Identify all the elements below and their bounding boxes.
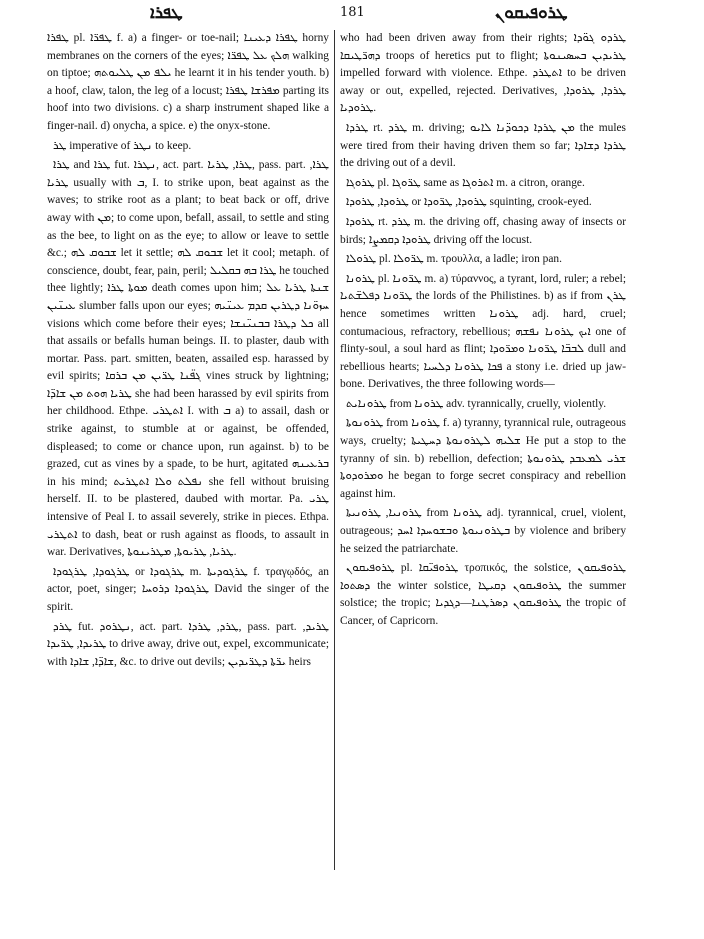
entry: ܛܪܘܢܐ pl. ܛܪ̈ܘܢܐ m. a) τύραννος, a tyrant, lord, ruler; a rebel; ܛܪ̈ܘܢܐ ܕܦܠܫ̈ܬܝܐ the lords of the Philistines. b) as if from ܛܪܢ hence sometimes written ܛܪܘܢܐ adj. hard, cruel; contumacious, refractory, rebellious; ܐܝܟ ܛܪܘܢܐ ܢܦܫܗ one of flinty-soul, a soul hard as flint; ܠܒܒ̈ܐ ܛܪ̈ܘܢܐ ܘܡܪ̈ܘܕܐ dull and rebellious hearts; ܦܟܐ ܛܪܘܢܐ ܕܠܚܝܐ a stony i.e. dried up jaw-bone. Derivatives, the three following words— (340, 272, 627, 391)
entry: ܛܦܪܐ pl. ܛܦܪ̈ܐ f. a) a finger- or toe-nail; ܛܦܪܐ ܕܥܝܢܐ horny membranes on the corners of the eyes; ܗܠܟ ܥܠ ܛܦܪ̈ܐ walking on tiptoe; ܝܠܦ ܡܢ ܛܠܝܘܬܗ he learnt it in his tender youth. b) a hoof, claw, talon, the leg of a locust; ܡܦܪܫܐ ܛܦܪܐ parting its hoof into two divisions. c) a sharp instrument shaped like a finger-nail. d) onycha, a spice. e) the onyx-stone. (47, 32, 330, 132)
entry: ܛܪܕܐ rt. ܛܪܕ m. driving; ܡܢ ܛܪܕܐ ܕܟܘܕ̈ܢܐ ܠܐܝܘ the mules were tired from their having driven them so far; ܛܪܕܐ ܕܫܐܕܐ the driving out of a devil. (340, 121, 626, 170)
entry: ܛܪܘܦܝܩܘܢ pl. ܛܪܘܦܝ̈ܩܐ τροπικός, the solstice, ܛܪܘܦܝܩܘܢ ܕܣܬܘܐ the winter solstice, ܛܪܘܦܝܩܘܢ ܕܩܝܛܐ the summer solstice; the tropic; ܛܪܘܦܝܩܘܢ ܕܣܪܛܢܐ—ܕܓܕܝܐ the tropic of Cancer, of Capricorn. (340, 562, 627, 627)
entry: ܛܪܘܢܝܐ, ܛܪܘܢܝܬܐ from ܛܪܘܢܐ adj. tyrannical, cruel, violent, outrageous; ܒܛܪܘܢܝܘܬܐ ܘܒܫܘܚܕܐ ܐܚܕ by violence and bribery he seized the patriarchate. (340, 507, 627, 555)
entry: ܛܪ imperative of ܢܛܪ to keep. (53, 139, 192, 152)
entry: ܛܪܓܘܕܐ, ܛܪܓܘܕܐ or ܛܪܓܘܕܐ m. ܛܪܓܘܕܝܬܐ f. τραγῳδός, an actor, poet, singer; ܛܪܓܘܕܐ ܕܪܘܚܐ David the singer of the spirit. (47, 565, 329, 613)
entry: ܛܪܘܢܘܬܐ from ܛܪܘܢܐ f. a) tyranny, tyrannical rule, outrageous ways, cruelty; ܫܠܝܗ ܠܛܪܘܢܘܬܐ ܕܚܛܝܬܐ He put a stop to the tyranny of sin. b) rebellion, defection; ܫܪܝ ܠܡܥܒܕ ܛܪܘܢܘܬܐ ܘܡܪܘܕܘܬܐ he began to forge secret conspiracy and rebellion against him. (340, 417, 626, 500)
running-head-left: ܛܦܪܐ (150, 3, 183, 23)
column-divider (334, 30, 335, 870)
right-column (340, 30, 626, 633)
left-column (47, 30, 329, 673)
entry: ܛܪܘܢܐܝܬ from ܛܪܘܢܐ adv. tyrannically, cruelly, violently. (346, 397, 607, 410)
entry: ܛܪܘܓܐ pl. ܛܪ̈ܘܓܐ same as ܐܬܪܘܓܐ m. a citron, orange. (346, 176, 585, 189)
page-number: 181 (340, 5, 365, 20)
entry: ܛܪܕ fut. ܢܛܪܘܕ, act. part. ܛܪܕ, ܛܪܕܐ, pass. part. ܛܪܝܕ, ܛܪܝܕܐ, ܛܪ̈ܝܕܐ to drive away, drive out, expel, excommunicate; with ܫܐܕ̈ܐ, ܫܐܕܐ, &c. to drive out devils; ܝܪ̈ܬܐ ܕܛܪ̈ܝܕܝܢ heirs (47, 620, 329, 668)
entry: ܛܪܘܠܐ pl. ܛܪ̈ܘܠܐ m. τρουλλα, a ladle; iron pan. (346, 253, 562, 266)
entry: ܛܪܘܕܐ, ܛܪܘܕܐ or ܛܪܘܕܐ, ܛܪ̈ܘܕܐ squinting, crook-eyed. (346, 196, 592, 209)
entry: who had been driven away from their rights; ܛܪܕܘ ܓܘ̈ܕܐ ܕܗܪ̈ܛܝܩܐ troops of heretics put to flight; ܛܪܝܕܝܢ ܒܚܣܝܢܘܬܐ impelled forward with violence. Ethpe. ܐܬܛܪܕ to be driven away or out, expelled, rejected. Derivatives, ܛܪܕܐ, ܛܪܘܕܐ, ܛܪܘܕܝܐ. (340, 32, 627, 115)
running-head-right: ܛܪܘܦܝܩܘܢ (495, 3, 568, 23)
entry: ܛܪܐ and ܛܪܐ fut. ܢܛܪܐ, act. part. ܛܪܐ, ܛܪܝܐ, pass. part. ܛܪܐ, ܛܪܝܐ usually with ܒ, I. to strike upon, beat against as the waves; to strike root as a plant; to beat back or off, drive away with ܡܢ; to come upon, befall, assail, to settle and sting as the bee, to light on as the eye; to allow or leave to settle &c.; ܫܒܘܩ ܠܗ let it settle; ܫܒܘܩ ܠܗ let it cool; metaph. of conscience, doubt, fear, pain, peril; ܛܪܐ ܒܗ ܒܩܠܝܠ he touched thee lightly; ܡܘܬܐ ܛܪܐ death comes upon him; ܫܢܬܐ ܛܪܝܐ ܥܠ ܥܝܢ̈ܝܢ slumber falls upon our eyes; ܚܙܘ̈ܢܐ ܕܛܪܝܢ ܩܕܡ ܥܝܢ̈ܝܗ visions which come before their eyes; ܟܠ ܕܛܪܐ ܒܒܢܝ̈ܢܫܐ all that assails or befalls human beings. II. to plaster, daub with mortar. Pass. part. smitten, beaten, assailed esp. harassed by evil spirits; ܓܦ̈ܢܐ ܛܪ̈ܝܢ ܡܢ ܒܪܩܐ vines struck by lightning; ܛܪܝܐ ܗܘܬ ܡܢ ܫܐܕ̈ܐ she had been harassed by evil spirits from her childhood. Ethpe. ܐܬܛܪܝ I. with ܒ a) to assail, dash or strike against, to stumble at or against, be offended, displeased; to come or chance upon, run against. b) to be grazed, cut as vines by a spade, to be hurt, agitated ܒܪܥܝܢܗ in his mind; ܢܦܠܬ ܘܠܐ ܐܬܛܪܝܬ she fell without bruising herself. II. to be plastered, daubed with mortar. Pa. ܛܪܝ intensive of Peal I. to assail severely, strike in pieces. Ethpa. ܐܬܛܪܝ to dash, beat or rush against as floods, to assault in war. Derivatives, ܛܪܝܐ, ܛܪܝܘܬܐ, ܡܛܪܝܢܘܬܐ. (47, 159, 330, 559)
entry: ܛܪܘܕܐ rt. ܛܪܕ m. the driving off, chasing away of insects or birds; ܛܪܘܕܐ ܕܩܡܨܐ driving off the locust. (340, 215, 626, 246)
